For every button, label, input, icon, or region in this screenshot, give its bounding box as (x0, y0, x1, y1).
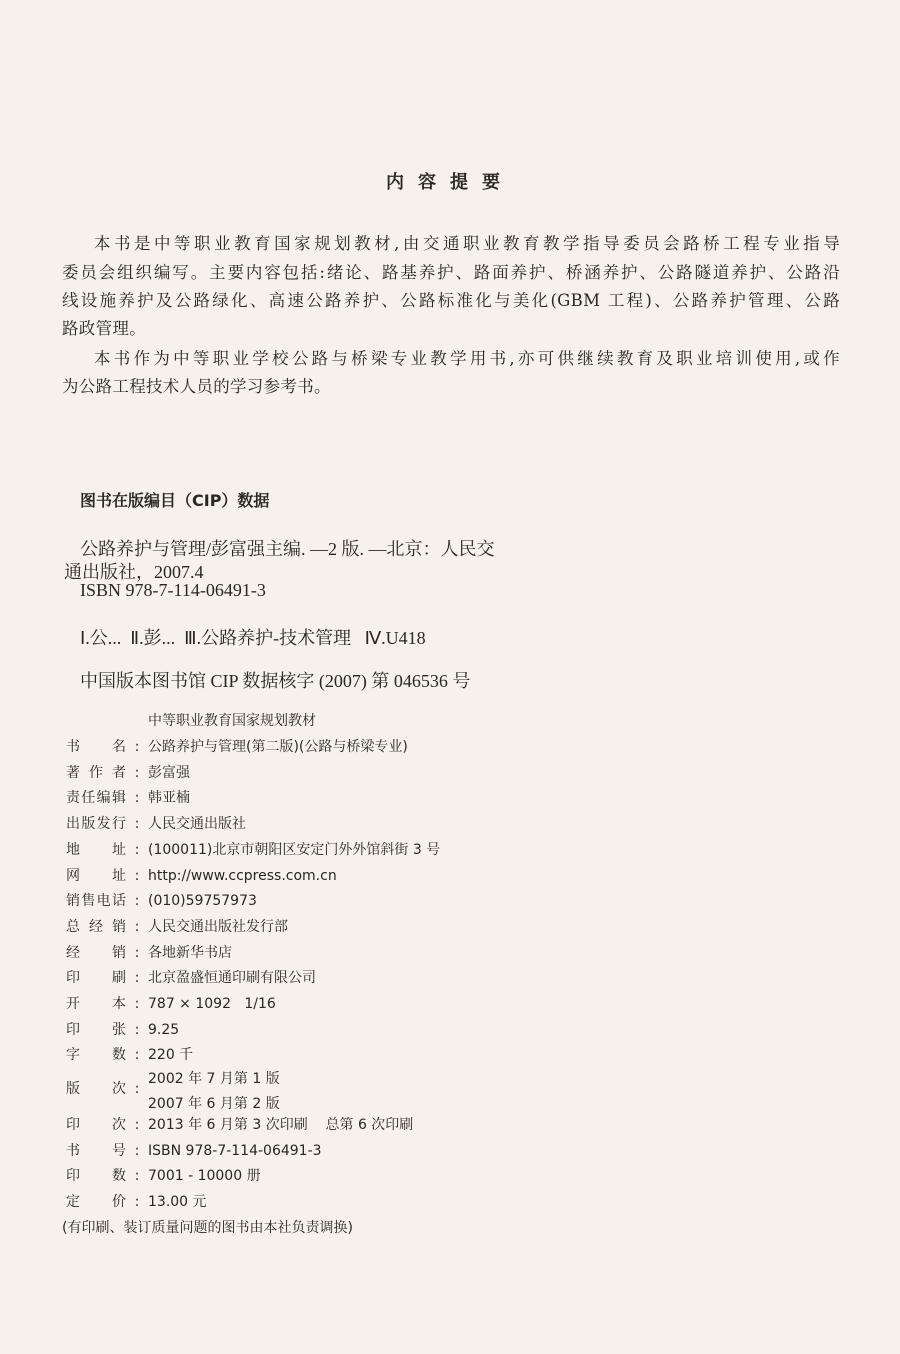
colophon-row: 印刷 : 北京盈盛恒通印刷有限公司 (66, 967, 316, 987)
cip-record-number: 中国版本图书馆 CIP 数据核字 (2007) 第 046536 号 (80, 671, 471, 691)
edition-line: 2007 年 6 月第 2 版 (148, 1096, 280, 1112)
row-value: http://www.ccpress.com.cn (148, 867, 337, 884)
row-value: 787 × 1092 1/16 (148, 996, 276, 1012)
row-label: 总经销 (66, 918, 126, 935)
row-value: 北京盈盛恒通印刷有限公司 (148, 970, 316, 987)
colophon-row: 字数 : 220 千 (66, 1044, 193, 1064)
colophon-row: 印数 : 7001 - 10000 册 (66, 1165, 261, 1185)
colophon-row: 书号 : ISBN 978-7-114-06491-3 (66, 1140, 322, 1160)
row-value: 公路养护与管理(第二版)(公路与桥梁专业) (148, 739, 408, 755)
row-label: 版次 (66, 1081, 126, 1097)
colophon-row: 书名 : 公路养护与管理(第二版)(公路与桥梁专业) (66, 736, 408, 756)
summary-paragraph-line: 本书是中等职业教育国家规划教材,由交通职业教育教学指导委员会路桥工程专业指导 (94, 234, 840, 253)
row-label: 地址 (66, 841, 126, 858)
row-label: 字数 (66, 1047, 126, 1064)
colophon-row: 印张 : 9.25 (66, 1019, 179, 1039)
colophon-row: 网址 : http://www.ccpress.com.cn (66, 865, 337, 885)
row-value: 2013 年 6 月第 3 次印刷 总第 6 次印刷 (148, 1117, 414, 1133)
colophon-row: 出版发行 : 人民交通出版社 (66, 813, 246, 833)
row-label: 开本 (66, 996, 126, 1012)
summary-paragraph-line: 线设施养护及公路绿化、高速公路养护、公路标准化与美化(GBM 工程)、公路养护管理、公路 (62, 291, 840, 310)
colophon-row: 责任编辑 : 韩亚楠 (66, 787, 190, 807)
row-value: 人民交通出版社发行部 (148, 918, 288, 935)
row-value: 9.25 (148, 1021, 180, 1038)
row-value: 各地新华书店 (148, 944, 232, 961)
colophon-row: 地址 : (100011)北京市朝阳区安定门外外馆斜街 3 号 (66, 839, 440, 859)
row-value: 220 千 (148, 1047, 194, 1064)
row-label: 印张 (66, 1021, 126, 1038)
cip-isbn: ISBN 978-7-114-06491-3 (80, 580, 266, 600)
row-label: 经销 (66, 944, 126, 961)
row-value: 彭富强 (148, 764, 190, 781)
colophon-row: 经销 : 各地新华书店 (66, 942, 232, 962)
colophon-row: 总经销 : 人民交通出版社发行部 (66, 916, 288, 936)
series-name: 中等职业教育国家规划教材 (148, 713, 316, 729)
row-value: 韩亚楠 (148, 790, 190, 807)
summary-paragraph-line: 路政管理。 (62, 319, 146, 338)
row-label: 书号 (66, 1142, 126, 1159)
row-label: 印数 (66, 1168, 126, 1184)
cip-classification: Ⅰ.公... Ⅱ.彭... Ⅲ.公路养护-技术管理 Ⅳ.U418 (80, 628, 426, 648)
summary-title: 内容提要 (386, 172, 514, 193)
colophon-row: 销售电话 : (010)59757973 (66, 890, 257, 910)
row-label: 印刷 (66, 970, 126, 987)
row-value: (010)59757973 (148, 893, 257, 910)
colophon-row-edition: 版次 : (66, 1078, 148, 1098)
cip-heading: 图书在版编目（CIP）数据 (80, 491, 270, 510)
colophon-row: 开本 : 787 × 1092 1/16 (66, 993, 276, 1013)
row-label: 销售电话 (66, 893, 126, 910)
colophon-row: 定价 : 13.00 元 (66, 1191, 207, 1211)
colophon-row: 著作者 : 彭富强 (66, 762, 190, 782)
row-label: 书名 (66, 739, 126, 755)
colophon-row: 印次 : 2013 年 6 月第 3 次印刷 总第 6 次印刷 (66, 1114, 413, 1134)
row-label: 责任编辑 (66, 790, 126, 807)
cip-entry-line: 公路养护与管理/彭富强主编. —2 版. —北京：人民交 (80, 539, 495, 559)
row-label: 出版发行 (66, 816, 126, 833)
summary-paragraph-line: 委员会组织编写。主要内容包括:绪论、路基养护、路面养护、桥涵养护、公路隧道养护、公路沿 (62, 263, 840, 282)
row-value: 13.00 元 (148, 1193, 207, 1210)
row-value: (100011)北京市朝阳区安定门外外馆斜街 3 号 (148, 841, 441, 858)
summary-paragraph-line: 为公路工程技术人员的学习参考书。 (62, 377, 331, 396)
row-value: 人民交通出版社 (148, 816, 246, 833)
row-label: 网址 (66, 867, 126, 884)
edition-line: 2002 年 7 月第 1 版 (148, 1071, 280, 1087)
summary-paragraph-line: 本书作为中等职业学校公路与桥梁专业教学用书,亦可供继续教育及职业培训使用,或作 (94, 349, 840, 368)
row-label: 定价 (66, 1193, 126, 1210)
cip-entry-line: 通出版社，2007.4 (64, 562, 204, 582)
row-label: 印次 (66, 1117, 126, 1133)
row-value: 7001 - 10000 册 (148, 1168, 261, 1184)
row-value: ISBN 978-7-114-06491-3 (148, 1142, 322, 1159)
row-label: 著作者 (66, 764, 126, 781)
quality-note: (有印刷、装订质量问题的图书由本社负责调换) (62, 1220, 353, 1236)
